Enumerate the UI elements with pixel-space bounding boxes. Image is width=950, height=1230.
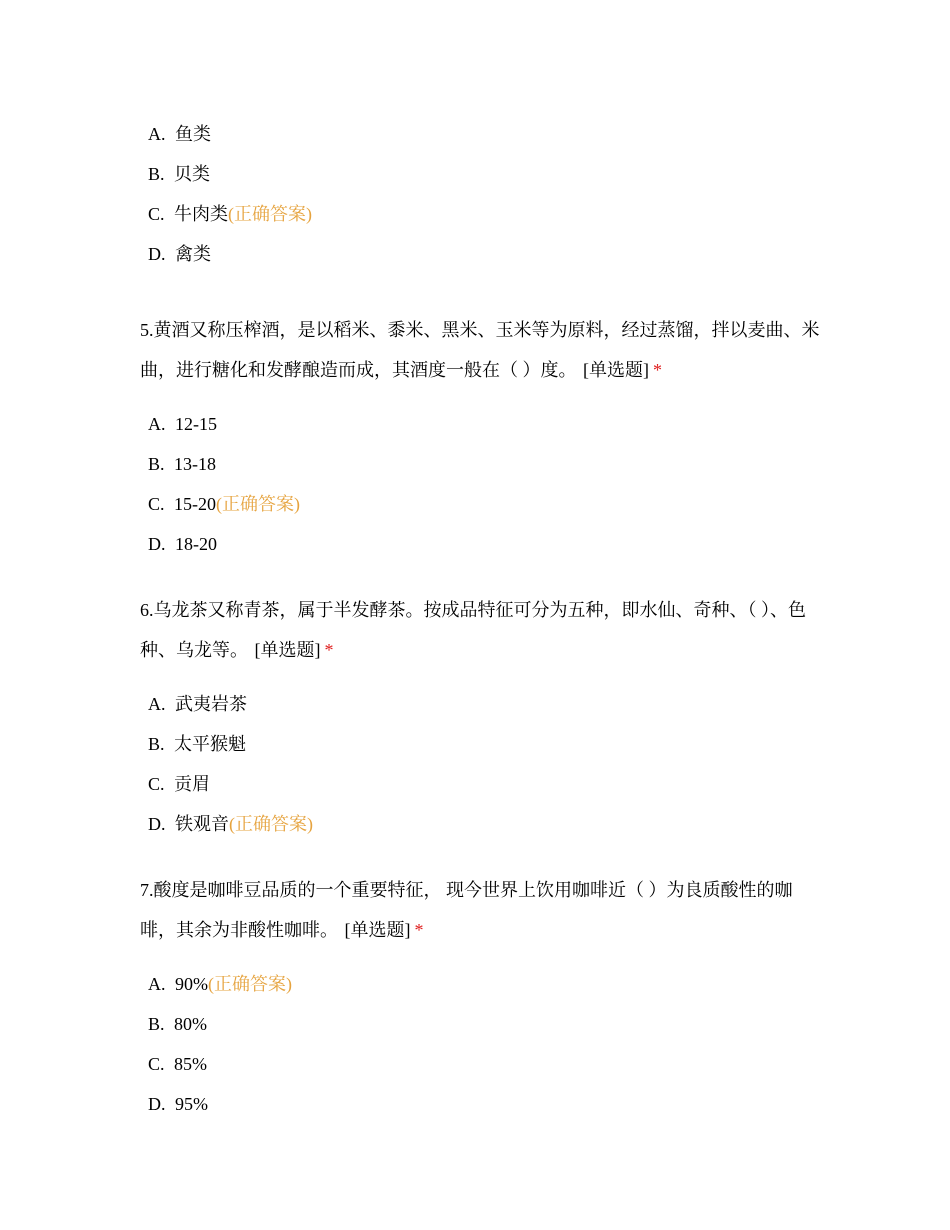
- option-a[interactable]: A. 武夷岩茶: [148, 694, 247, 714]
- option-b[interactable]: B. 80%: [148, 1014, 208, 1034]
- option-text: 90%: [175, 974, 208, 994]
- option-a[interactable]: A. 12-15: [148, 414, 217, 434]
- correct-answer-tag: (正确答案): [229, 814, 313, 834]
- option-d[interactable]: D. 95%: [148, 1094, 208, 1114]
- question-type-badge: [单选题]: [583, 360, 649, 380]
- option-b[interactable]: B. 13-18: [148, 454, 217, 474]
- required-marker: *: [414, 920, 424, 940]
- option-text: 80%: [174, 1014, 208, 1034]
- required-marker: *: [324, 640, 334, 660]
- question-5: [140, 310, 820, 564]
- option-text: 18-20: [175, 534, 217, 554]
- option-text: 铁观音: [175, 814, 229, 834]
- required-marker: *: [653, 360, 662, 380]
- option-b[interactable]: B. 贝类: [148, 164, 211, 184]
- option-c[interactable]: C. 贡眉: [148, 774, 211, 794]
- option-d[interactable]: D. 禽类: [148, 244, 211, 264]
- question-text: 7.酸度是咖啡豆品质的一个重要特征， 现今世界上饮用咖啡近（ ）为良质酸性的咖啡，其余为非酸性咖啡。 [单选题] *: [140, 880, 793, 940]
- option-text: 鱼类: [175, 124, 211, 144]
- question-text: 6.乌龙茶又称青茶，属于半发酵茶。按成品特征可分为五种，即水仙、奇种、（ ）、色种、乌龙等。 [单选题] *: [140, 600, 806, 660]
- option-text: 太平猴魁: [174, 734, 247, 754]
- option-text: 贝类: [174, 164, 211, 184]
- correct-answer-tag: (正确答案): [216, 494, 301, 514]
- option-a[interactable]: A. 鱼类: [148, 124, 211, 144]
- question-type-badge: [单选题]: [254, 640, 321, 660]
- option-text: 13-18: [174, 454, 217, 474]
- question-text: 5.黄酒又称压榨酒，是以稻米、黍米、黑米、玉米等为原料，经过蒸馏，拌以麦曲、米曲，进行糖化和发酵酿造而成，其酒度一般在（ ）度。 [单选题] *: [140, 320, 820, 380]
- question-type-badge: [单选题]: [344, 920, 411, 940]
- option-d[interactable]: D. 18-20: [148, 534, 217, 554]
- option-text: 15-20: [174, 494, 217, 514]
- option-text: 禽类: [175, 244, 211, 264]
- option-text: 12-15: [175, 414, 217, 434]
- correct-answer-tag: (正确答案): [208, 974, 292, 994]
- option-text: 贡眉: [174, 774, 211, 794]
- option-text: 95%: [175, 1094, 208, 1114]
- option-b[interactable]: B. 太平猴魁: [148, 734, 247, 754]
- question-7: [140, 870, 820, 1124]
- option-text: 牛肉类: [174, 204, 229, 224]
- option-d[interactable]: D. 铁观音(正确答案): [148, 814, 313, 834]
- option-c[interactable]: C. 15-20(正确答案): [148, 494, 301, 514]
- option-text: 武夷岩茶: [175, 694, 247, 714]
- question-4-options: [140, 114, 820, 274]
- correct-answer-tag: (正确答案): [228, 204, 313, 224]
- question-6: [140, 590, 820, 844]
- option-a[interactable]: A. 90%(正确答案): [148, 974, 292, 994]
- option-c[interactable]: C. 85%: [148, 1054, 208, 1074]
- option-text: 85%: [174, 1054, 208, 1074]
- option-c[interactable]: C. 牛肉类(正确答案): [148, 204, 313, 224]
